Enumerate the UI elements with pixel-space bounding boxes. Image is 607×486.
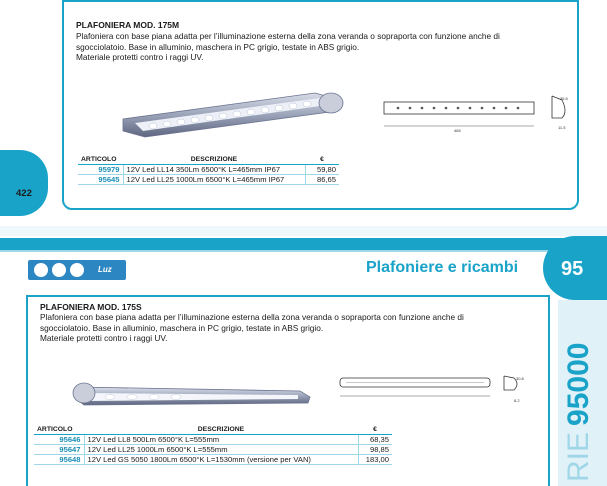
dim-label: 11.5: [558, 125, 566, 130]
header-price: €: [305, 155, 339, 165]
lamp-photo-175s: [70, 373, 315, 413]
product-table-175s: [34, 425, 392, 465]
header-description: DESCRIZIONE: [123, 155, 305, 165]
description-line: Materiale protetti contro i raggi UV.: [76, 52, 204, 62]
brand-tag: Luz: [98, 265, 112, 274]
table-row: [78, 175, 339, 185]
article-price: 86,65: [305, 175, 339, 185]
dim-label: 465: [454, 128, 461, 133]
description-line: Materiale protetti contro i raggi UV.: [40, 333, 168, 343]
product-title: PLAFONIERA MOD. 175S: [40, 302, 142, 312]
description-line: sgocciolatoio. Base in alluminio, maschera in PC grigio, testate in ABS grigio.: [40, 322, 324, 333]
product-table-175m: [78, 155, 339, 185]
article-description: 12V Led LL8 500Lm 6500°K L=555mm: [84, 435, 358, 445]
article-description: 12V Led LL25 1000Lm 6500°K L=465mm IP67: [123, 175, 305, 185]
article-code: 95648: [34, 455, 84, 465]
header-description: DESCRIZIONE: [84, 425, 358, 435]
article-code: 95647: [34, 445, 84, 455]
series-prefix: RIE: [562, 431, 595, 482]
header-band-light: [0, 250, 607, 252]
page-number-right: 95: [561, 258, 584, 280]
article-description: 12V Led LL14 350Lm 6500°K L=465mm IP67: [123, 165, 305, 175]
logo-circle: [34, 263, 48, 277]
page-gutter: [0, 226, 607, 236]
logo-circle: [52, 263, 66, 277]
header-price: €: [358, 425, 392, 435]
dim-label: 30.8: [516, 376, 524, 381]
page-number-left: 422: [16, 188, 32, 199]
article-code: 95645: [78, 175, 123, 185]
technical-drawing-175m: [382, 92, 572, 137]
brand-logo: [28, 260, 126, 280]
table-row: [34, 435, 392, 445]
table-row: [34, 455, 392, 465]
logo-circle: [70, 263, 84, 277]
table-row: [34, 445, 392, 455]
header-band: [0, 238, 607, 250]
section-title: Plafoniere e ricambi: [366, 259, 519, 276]
product-description: [40, 312, 535, 344]
article-code: 95979: [78, 165, 123, 175]
page-tab-left: [0, 150, 48, 216]
article-description: 12V Led LL25 1000Lm 6500°K L=555mm: [84, 445, 358, 455]
product-description: [76, 31, 566, 63]
lamp-photo-175m: [115, 85, 345, 140]
box-divider: [62, 0, 579, 2]
header-code: ARTICOLO: [34, 425, 84, 435]
header-code: ARTICOLO: [78, 155, 123, 165]
table-row: [78, 165, 339, 175]
description-line: sgocciolatoio. Base in alluminio, maschera in PC grigio, testate in ABS grigio.: [76, 41, 360, 52]
dim-label: 35.5: [560, 96, 568, 101]
article-price: 183,00: [358, 455, 392, 465]
technical-drawing-175s: [336, 372, 531, 412]
catalog-page-422: [0, 0, 607, 226]
article-price: 59,80: [305, 165, 339, 175]
dim-label: 8.2: [514, 398, 520, 403]
article-code: 95646: [34, 435, 84, 445]
side-series-label: [562, 343, 596, 482]
article-price: 98,85: [358, 445, 392, 455]
article-price: 68,35: [358, 435, 392, 445]
series-number: 95000: [562, 342, 595, 426]
description-line: Plafoniera con base piana adatta per l’illuminazione esterna della zona veranda o sopraporta con funzione anche di: [40, 312, 464, 322]
description-line: Plafoniera con base piana adatta per l’illuminazione esterna della zona veranda o sopraporta con funzione anche di: [76, 31, 500, 41]
article-description: 12V Led GS 5050 1800Lm 6500°K L=1530mm (versione per VAN): [84, 455, 358, 465]
product-title: PLAFONIERA MOD. 175M: [76, 20, 180, 30]
